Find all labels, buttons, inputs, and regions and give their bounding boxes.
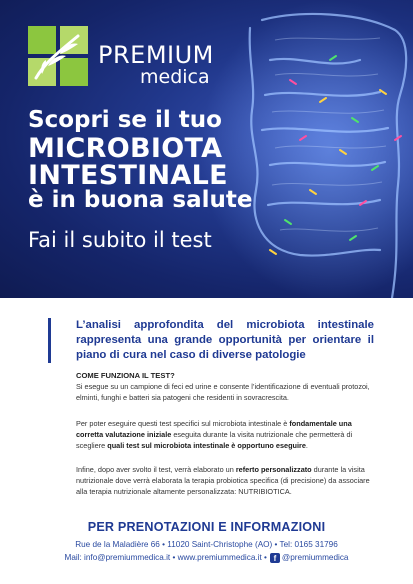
p2-text-b: eseguita durante la visita nutrizionale che permetterà di scegliere	[76, 430, 353, 451]
footer-social-handle[interactable]: @premiummedica	[281, 553, 349, 562]
paragraph-3	[76, 464, 374, 498]
question-heading: COME FUNZIONA IL TEST?	[76, 371, 175, 380]
headline-line-1: Scopri se il tuo	[28, 107, 222, 133]
headline-line-3: INTESTINALE	[28, 160, 228, 191]
brand-sub: medica	[140, 66, 210, 88]
footer-contacts[interactable]: Mail: info@premiummedica.it • www.premiummedica.it •	[64, 553, 267, 562]
p2-text-c: .	[305, 441, 308, 451]
lead-paragraph: L’analisi approfondita del microbiota intestinale rappresenta una grande opportunità per orientare il piano di cura nel caso di diverse patologie	[76, 319, 374, 361]
headline-cta: Fai il subito il test	[28, 228, 212, 252]
p2-text-a: Per poter eseguire questi test specifici sul microbiota intestinale è	[76, 419, 290, 428]
p2-bold-b: quali test sul microbiota intestinale è opportuno eseguire	[107, 441, 306, 451]
p3-text-b: durante la visita nutrizionale dove verrà elaborata la terapia probiotica specifica (di precisione) da associare alla terapia nutrizionale altamente personalizzata: NUTRIBIOTICA.	[76, 465, 370, 497]
headline-line-4: è in buona salute	[28, 187, 253, 213]
footer-contacts-line	[0, 553, 413, 563]
headline-line-2: MICROBIOTA	[28, 133, 223, 164]
p2-bold-a: fondamentale una corretta valutazione iniziale	[76, 419, 352, 440]
footer-title: PER PRENOTAZIONI E INFORMAZIONI	[87, 520, 326, 534]
premium-medica-logo	[26, 24, 216, 88]
paragraph-1: Si esegue su un campione di feci ed urine e consente l’identificazione di eventuali protozoi, elminti, funghi e batteri sia patogeni che residenti in sovracrescita.	[76, 382, 370, 403]
lead-accent-bar	[48, 318, 51, 363]
p3-text-a: Infine, dopo aver svolto il test, verrà elaborato un	[76, 465, 236, 474]
logo-mark-icon	[26, 24, 92, 88]
brand-name: PREMIUM	[98, 41, 214, 69]
p3-bold: referto personalizzato	[235, 465, 312, 474]
footer-address: Rue de la Maladière 66 • 11020 Saint-Christophe (AO) • Tel: 0165 31796	[75, 540, 338, 549]
facebook-icon[interactable]: f	[270, 553, 280, 563]
paragraph-2	[76, 418, 374, 452]
